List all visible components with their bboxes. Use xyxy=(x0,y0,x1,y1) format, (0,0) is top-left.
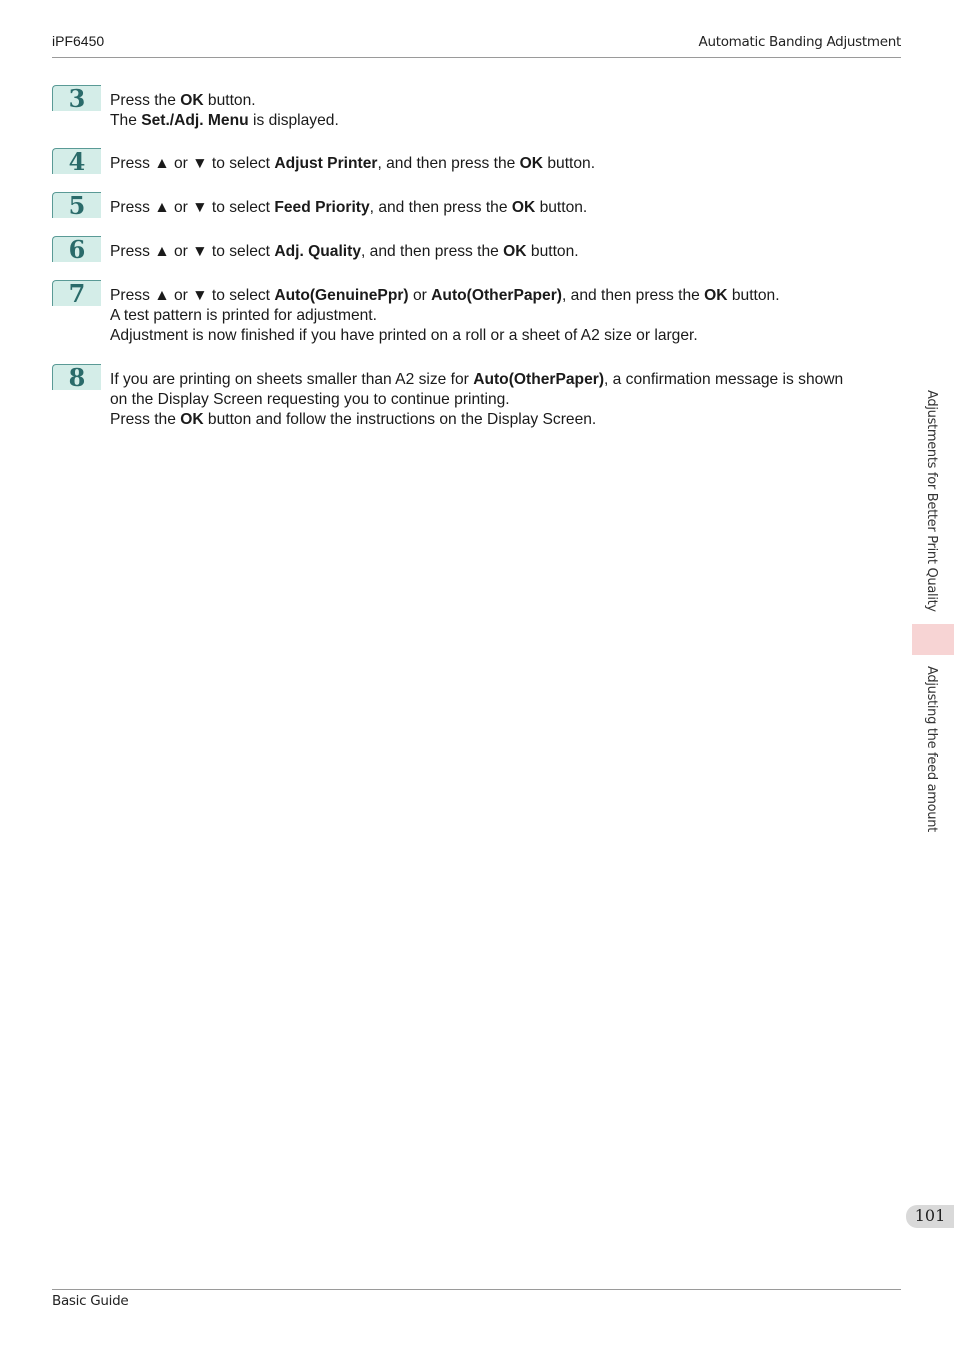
step-number-badge: 4 xyxy=(52,148,101,174)
step-number-badge: 8 xyxy=(52,364,101,390)
step-run: Press ▲ or ▼ to select xyxy=(110,199,275,216)
step-run: button. xyxy=(727,287,780,304)
step-line xyxy=(110,370,910,390)
side-tab-highlight xyxy=(912,624,954,655)
step-emphasis: OK xyxy=(519,155,544,172)
step-line xyxy=(110,154,910,174)
step-run: Adjustment is now finished if you have printed on a roll or a sheet of A2 size or larger. xyxy=(110,327,698,344)
step-run: Press ▲ or ▼ to select xyxy=(110,287,275,304)
step-run: If you are printing on sheets smaller than A2 size for xyxy=(110,371,474,388)
step-run: button. xyxy=(203,92,256,109)
step-text xyxy=(110,242,910,262)
step-run: The xyxy=(110,112,142,129)
step-emphasis: OK xyxy=(511,199,536,216)
step-number-badge: 5 xyxy=(52,192,101,218)
step-line xyxy=(110,198,910,218)
step-text xyxy=(110,286,910,346)
step-emphasis: Adjust Printer xyxy=(274,155,378,172)
side-tab-section[interactable]: Adjusting the feed amount xyxy=(924,666,939,832)
header-section-title: Automatic Banding Adjustment xyxy=(698,34,901,50)
step-line xyxy=(110,326,910,346)
step-text xyxy=(110,91,910,131)
step-text xyxy=(110,154,910,174)
header-divider xyxy=(52,57,901,58)
step-run: , and then press the xyxy=(377,155,520,172)
step-run: Press the xyxy=(110,92,181,109)
page-number: 101 xyxy=(906,1205,954,1228)
step-run: button. xyxy=(535,199,588,216)
header-model: iPF6450 xyxy=(52,33,105,49)
step-emphasis: Auto(GenuinePpr) xyxy=(274,287,409,304)
step-line xyxy=(110,306,910,326)
step-emphasis: Adj. Quality xyxy=(274,243,361,260)
step-number-badge: 6 xyxy=(52,236,101,262)
step-emphasis: Feed Priority xyxy=(274,199,370,216)
step-run: button and follow the instructions on the Display Screen. xyxy=(203,411,597,428)
step-number-badge: 3 xyxy=(52,85,101,111)
step-run: Press the xyxy=(110,411,181,428)
step-run: , and then press the xyxy=(369,199,512,216)
step-run: on the Display Screen requesting you to continue printing. xyxy=(110,391,510,408)
step-emphasis: Auto(OtherPaper) xyxy=(431,287,562,304)
step-run: , and then press the xyxy=(561,287,705,304)
step-run: Press ▲ or ▼ to select xyxy=(110,243,275,260)
step-run: A test pattern is printed for adjustment. xyxy=(110,307,377,324)
step-run: or xyxy=(408,287,432,304)
step-emphasis: OK xyxy=(503,243,527,260)
step-number-badge: 7 xyxy=(52,280,101,306)
step-text xyxy=(110,370,910,430)
step-run: button. xyxy=(526,243,579,260)
side-tab-chapter[interactable]: Adjustments for Better Print Quality xyxy=(924,390,939,612)
footer-divider xyxy=(52,1289,901,1290)
step-line xyxy=(110,390,910,410)
step-emphasis: Set./Adj. Menu xyxy=(141,112,249,129)
step-emphasis: OK xyxy=(704,287,728,304)
step-emphasis: OK xyxy=(180,411,204,428)
footer-guide-title: Basic Guide xyxy=(52,1293,129,1309)
step-text xyxy=(110,198,910,218)
step-emphasis: OK xyxy=(180,92,204,109)
step-run: , and then press the xyxy=(361,243,504,260)
step-run: , a confirmation message is shown xyxy=(604,371,844,388)
step-line xyxy=(110,410,910,430)
step-emphasis: Auto(OtherPaper) xyxy=(473,371,605,388)
step-line xyxy=(110,242,910,262)
step-line xyxy=(110,91,910,111)
step-line xyxy=(110,111,910,131)
step-run: is displayed. xyxy=(248,112,339,129)
step-run: Press ▲ or ▼ to select xyxy=(110,155,275,172)
step-line xyxy=(110,286,910,306)
step-run: button. xyxy=(543,155,596,172)
